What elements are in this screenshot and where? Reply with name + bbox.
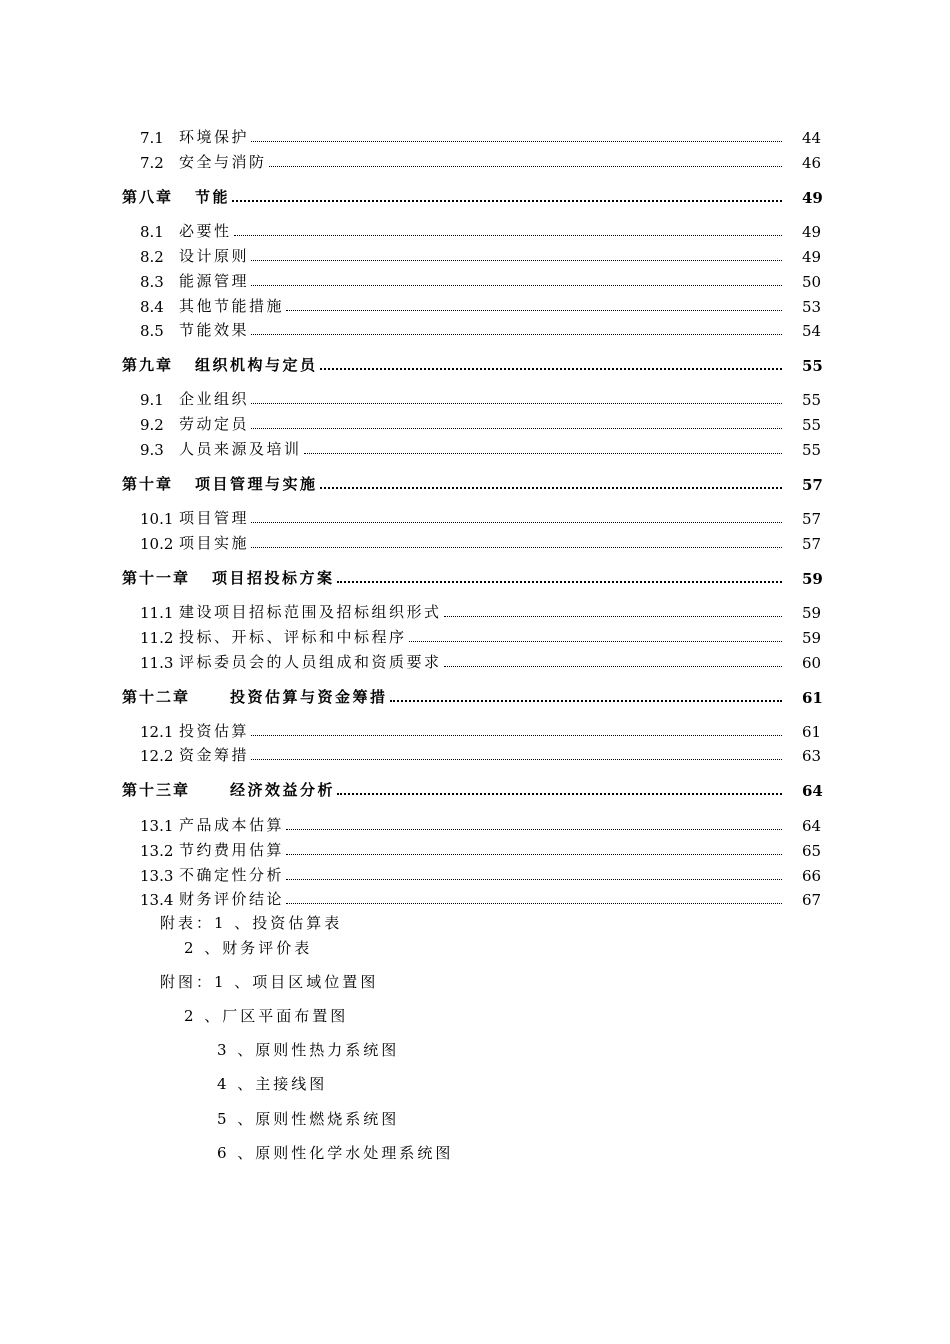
- toc-entry[interactable]: [140, 743, 820, 765]
- chapter-title: 项目招投标方案: [212, 569, 335, 587]
- dot-leader: [251, 428, 782, 429]
- dot-leader: [234, 235, 782, 236]
- dot-leader: [390, 700, 782, 702]
- toc-entry[interactable]: [140, 531, 820, 553]
- section-number: 8.3: [140, 273, 164, 291]
- toc-entry[interactable]: [140, 813, 820, 835]
- page-number: 64: [802, 782, 823, 800]
- dot-leader: [444, 616, 782, 617]
- page-number: 63: [802, 747, 822, 765]
- dot-leader: [286, 854, 782, 855]
- section-title: 建设项目招标范围及招标组织形式: [179, 603, 442, 621]
- appendix-table-2: 2 、财务评价表: [184, 939, 313, 957]
- page-number: 59: [802, 570, 823, 588]
- appendix-figure-2: 2 、厂区平面布置图: [184, 1007, 349, 1025]
- section-number: 12.1: [140, 723, 174, 741]
- page-number: 57: [802, 535, 822, 553]
- chapter-title: 经济效益分析: [230, 781, 336, 799]
- section-number: 8.4: [140, 298, 164, 316]
- page-number: 65: [802, 842, 822, 860]
- toc-entry[interactable]: [140, 600, 820, 622]
- section-number: 11.1: [140, 604, 174, 622]
- chapter-number: 第十三章: [122, 781, 191, 799]
- page-number: 57: [802, 510, 822, 528]
- page-number: 55: [802, 441, 822, 459]
- chapter-title: 组织机构与定员: [195, 356, 318, 374]
- section-title: 节能效果: [179, 321, 250, 339]
- toc-entry[interactable]: [140, 863, 820, 885]
- dot-leader: [251, 759, 782, 760]
- section-number: 7.2: [140, 154, 164, 172]
- appendix-figure-5: 5 、原则性燃烧系统图: [217, 1110, 400, 1128]
- section-title: 项目实施: [179, 534, 250, 552]
- toc-entry[interactable]: [140, 269, 820, 291]
- page-number: 55: [802, 416, 822, 434]
- page-number: 59: [802, 629, 822, 647]
- dot-leader: [251, 285, 782, 286]
- section-number: 13.4: [140, 891, 174, 909]
- section-title: 财务评价结论: [179, 890, 285, 908]
- dot-leader: [286, 879, 782, 880]
- section-number: 8.2: [140, 248, 164, 266]
- chapter-title: 节能: [195, 188, 231, 206]
- page-number: 55: [802, 357, 823, 375]
- chapter-number: 第八章: [122, 188, 174, 206]
- section-number: 10.2: [140, 535, 174, 553]
- appendix-figure-4: 4 、主接线图: [217, 1075, 328, 1093]
- page-number: 61: [802, 723, 822, 741]
- toc-entry[interactable]: [140, 506, 820, 528]
- page-number: 61: [802, 689, 823, 707]
- page-number: 66: [802, 867, 822, 885]
- toc-entry[interactable]: [140, 719, 820, 741]
- section-title: 其他节能措施: [179, 297, 285, 315]
- dot-leader: [286, 310, 782, 311]
- page-number: 54: [802, 322, 822, 340]
- section-number: 7.1: [140, 129, 164, 147]
- chapter-number: 第十二章: [122, 688, 191, 706]
- section-title: 项目管理: [179, 509, 250, 527]
- dot-leader: [251, 141, 782, 142]
- page-number: 55: [802, 391, 822, 409]
- toc-entry[interactable]: [140, 125, 820, 147]
- page-number: 53: [802, 298, 822, 316]
- section-number: 10.1: [140, 510, 174, 528]
- page-number: 67: [802, 891, 822, 909]
- dot-leader: [251, 403, 782, 404]
- dot-leader: [444, 666, 782, 667]
- section-title: 劳动定员: [179, 415, 250, 433]
- section-title: 企业组织: [179, 390, 250, 408]
- section-title: 必要性: [179, 222, 232, 240]
- section-title: 能源管理: [179, 272, 250, 290]
- section-number: 13.2: [140, 842, 174, 860]
- page-number: 64: [802, 817, 822, 835]
- page-number: 57: [802, 476, 823, 494]
- page-number: 49: [802, 248, 822, 266]
- toc-entry[interactable]: [140, 294, 820, 316]
- dot-leader: [286, 903, 782, 904]
- toc-chapter[interactable]: [122, 472, 823, 494]
- chapter-title: 投资估算与资金筹措: [230, 688, 388, 706]
- section-title: 投标、开标、评标和中标程序: [179, 628, 407, 646]
- page-number: 46: [802, 154, 822, 172]
- section-title: 评标委员会的人员组成和资质要求: [179, 653, 442, 671]
- toc-entry[interactable]: [140, 437, 820, 459]
- toc-chapter[interactable]: [122, 685, 823, 707]
- chapter-title: 项目管理与实施: [195, 475, 318, 493]
- dot-leader: [251, 522, 782, 523]
- toc-entry[interactable]: [140, 219, 820, 241]
- section-number: 9.1: [140, 391, 164, 409]
- toc-chapter[interactable]: [122, 185, 823, 207]
- page-number: 44: [802, 129, 822, 147]
- section-number: 13.1: [140, 817, 174, 835]
- toc-entry[interactable]: [140, 318, 820, 340]
- section-number: 11.3: [140, 654, 174, 672]
- section-number: 8.1: [140, 223, 164, 241]
- section-number: 13.3: [140, 867, 174, 885]
- section-title: 节约费用估算: [179, 841, 285, 859]
- section-number: 11.2: [140, 629, 174, 647]
- dot-leader: [251, 735, 782, 736]
- dot-leader: [337, 793, 782, 795]
- toc-chapter[interactable]: [122, 778, 823, 800]
- dot-leader: [409, 641, 782, 642]
- section-number: 9.3: [140, 441, 164, 459]
- dot-leader: [337, 581, 782, 583]
- section-title: 环境保护: [179, 128, 250, 146]
- page-number: 50: [802, 273, 822, 291]
- section-number: 9.2: [140, 416, 164, 434]
- section-title: 安全与消防: [179, 153, 267, 171]
- dot-leader: [251, 547, 782, 548]
- appendix-figure-3: 3 、原则性热力系统图: [217, 1041, 400, 1059]
- dot-leader: [251, 260, 782, 261]
- toc-entry[interactable]: [140, 838, 820, 860]
- chapter-number: 第九章: [122, 356, 174, 374]
- toc-entry[interactable]: [140, 887, 820, 909]
- appendix-figure-6: 6 、原则性化学水处理系统图: [217, 1144, 454, 1162]
- section-title: 资金筹措: [179, 746, 250, 764]
- page-number: 59: [802, 604, 822, 622]
- dot-leader: [286, 829, 782, 830]
- dot-leader: [251, 334, 782, 335]
- section-title: 不确定性分析: [179, 866, 285, 884]
- chapter-number: 第十章: [122, 475, 174, 493]
- page-number: 49: [802, 189, 823, 207]
- appendix-table-1: 附表：1 、投资估算表: [160, 914, 343, 932]
- dot-leader: [320, 368, 782, 370]
- page-number: 60: [802, 654, 822, 672]
- dot-leader: [269, 166, 782, 167]
- toc-chapter[interactable]: [122, 566, 823, 588]
- dot-leader: [320, 487, 782, 489]
- toc-entry[interactable]: [140, 150, 820, 172]
- appendix-figure-1: 附图：1 、项目区域位置图: [160, 973, 379, 991]
- chapter-number: 第十一章: [122, 569, 191, 587]
- toc-entry[interactable]: [140, 387, 820, 409]
- toc-entry[interactable]: [140, 650, 820, 672]
- section-title: 产品成本估算: [179, 816, 285, 834]
- page-number: 49: [802, 223, 822, 241]
- section-number: 8.5: [140, 322, 164, 340]
- toc-chapter[interactable]: [122, 353, 823, 375]
- toc-entry[interactable]: [140, 625, 820, 647]
- section-title: 设计原则: [179, 247, 250, 265]
- section-number: 12.2: [140, 747, 174, 765]
- toc-entry[interactable]: [140, 244, 820, 266]
- dot-leader: [304, 453, 782, 454]
- toc-entry[interactable]: [140, 412, 820, 434]
- section-title: 人员来源及培训: [179, 440, 302, 458]
- dot-leader: [232, 200, 782, 202]
- section-title: 投资估算: [179, 722, 250, 740]
